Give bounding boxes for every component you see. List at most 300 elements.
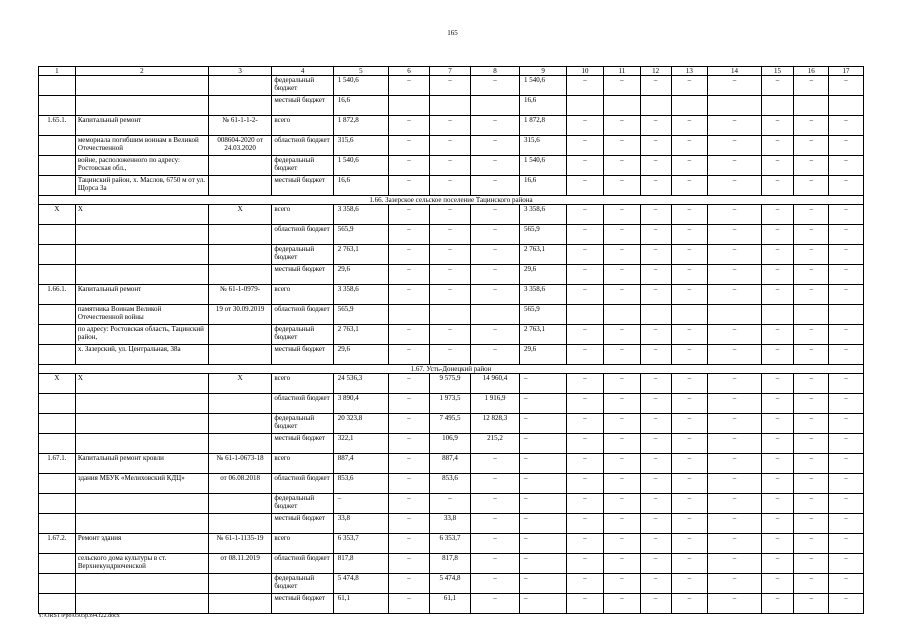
table-cell: – <box>470 514 519 534</box>
table-cell: 008604-2020 от 24.03.2020 <box>208 136 271 156</box>
table-cell <box>208 156 271 176</box>
table-row <box>39 474 864 494</box>
table-cell: – <box>708 534 761 554</box>
table-cell: всего <box>272 116 333 136</box>
table-cell: Х <box>208 205 271 225</box>
table-cell: – <box>333 494 388 514</box>
table-cell: – <box>567 534 604 554</box>
table-cell: – <box>567 374 604 394</box>
table-row <box>39 374 864 394</box>
table-cell <box>640 305 671 325</box>
table-cell: – <box>671 176 708 196</box>
table-cell: – <box>671 414 708 434</box>
table-cell: – <box>470 574 519 594</box>
table-cell: – <box>761 156 794 176</box>
table-cell: – <box>794 156 829 176</box>
table-cell: х. Зазерский, ул. Центральная, 38а <box>75 345 208 365</box>
table-cell: всего <box>272 534 333 554</box>
table-cell: – <box>640 534 671 554</box>
table-cell: – <box>671 574 708 594</box>
table-cell: – <box>389 494 430 514</box>
table-cell: Ремонт здания <box>75 534 208 554</box>
table-cell: – <box>829 265 864 285</box>
table-cell: 1 540,6 <box>520 76 567 96</box>
table-cell: местный бюджет <box>272 265 333 285</box>
table-cell: – <box>470 594 519 614</box>
table-cell <box>39 414 76 434</box>
table-cell <box>39 156 76 176</box>
table-cell: федеральный бюджет <box>272 156 333 176</box>
table-cell: 315,6 <box>520 136 567 156</box>
table-cell <box>708 305 761 325</box>
table-cell: – <box>829 574 864 594</box>
table-cell: – <box>708 394 761 414</box>
table-cell: – <box>603 176 640 196</box>
table-cell <box>39 76 76 96</box>
table-row <box>39 285 864 305</box>
table-cell: 1 872,8 <box>333 116 388 136</box>
table-cell: Х <box>75 205 208 225</box>
table-cell: – <box>389 534 430 554</box>
table-cell: 61,1 <box>429 594 470 614</box>
table-cell: – <box>761 116 794 136</box>
table-cell: 3 358,6 <box>520 205 567 225</box>
table-cell: Х <box>75 374 208 394</box>
table-cell: – <box>470 116 519 136</box>
table-cell: – <box>640 285 671 305</box>
table-cell: всего <box>272 454 333 474</box>
table-cell: 2 763,1 <box>520 245 567 265</box>
table-cell: – <box>389 574 430 594</box>
table-cell: сельского дома культуры в ст. Верхнекундрюченской <box>75 554 208 574</box>
table-cell: 3 358,6 <box>520 285 567 305</box>
table-row <box>39 136 864 156</box>
table-cell: 887,4 <box>429 454 470 474</box>
table-cell: – <box>640 225 671 245</box>
table-cell <box>39 136 76 156</box>
table-cell: – <box>389 345 430 365</box>
table-cell: 33,8 <box>429 514 470 534</box>
table-cell: – <box>708 474 761 494</box>
table-cell <box>671 96 708 116</box>
table-row <box>39 345 864 365</box>
table-cell: – <box>520 494 567 514</box>
table-cell: – <box>708 514 761 534</box>
table-cell: – <box>470 156 519 176</box>
table-cell <box>603 305 640 325</box>
table-cell: – <box>470 494 519 514</box>
table-cell: – <box>829 374 864 394</box>
table-cell: областной бюджет <box>272 305 333 325</box>
table-cell: – <box>671 454 708 474</box>
table-cell: – <box>761 494 794 514</box>
table-cell: 2 763,1 <box>333 245 388 265</box>
table-cell: федеральный бюджет <box>272 76 333 96</box>
section-heading: 1.66. Зазерское сельское поселение Тацинского района <box>39 196 864 205</box>
table-cell: – <box>829 325 864 345</box>
table-cell: – <box>520 594 567 614</box>
table-cell: 14 960,4 <box>470 374 519 394</box>
table-cell: – <box>389 76 430 96</box>
table-cell: – <box>389 374 430 394</box>
table-cell: – <box>761 514 794 534</box>
table-cell <box>829 305 864 325</box>
table-cell: – <box>389 514 430 534</box>
table-cell: 61,1 <box>333 594 388 614</box>
table-cell: – <box>389 176 430 196</box>
table-cell: – <box>794 454 829 474</box>
table-cell: – <box>829 285 864 305</box>
table-cell: 6 353,7 <box>429 534 470 554</box>
table-cell <box>567 305 604 325</box>
table-cell: областной бюджет <box>272 554 333 574</box>
table-cell: областной бюджет <box>272 394 333 414</box>
table-cell: – <box>520 394 567 414</box>
table-cell: – <box>429 176 470 196</box>
table-cell: – <box>708 574 761 594</box>
table-cell: – <box>708 156 761 176</box>
table-cell: № 61-1-1-2- <box>208 116 271 136</box>
table-cell: – <box>429 245 470 265</box>
table-cell <box>208 574 271 594</box>
table-cell: – <box>761 345 794 365</box>
table-cell <box>39 474 76 494</box>
table-cell <box>39 494 76 514</box>
table-cell: – <box>829 205 864 225</box>
column-number-cell: 2 <box>75 67 208 76</box>
table-cell <box>794 305 829 325</box>
page-number: 165 <box>447 29 458 37</box>
table-cell: – <box>567 594 604 614</box>
table-cell: 106,9 <box>429 434 470 454</box>
table-cell: – <box>829 76 864 96</box>
table-cell: – <box>567 394 604 414</box>
table-cell <box>75 225 208 245</box>
table-cell: – <box>567 494 604 514</box>
table-cell: – <box>640 594 671 614</box>
table-cell: 29,6 <box>520 345 567 365</box>
table-cell: – <box>794 225 829 245</box>
table-row <box>39 494 864 514</box>
table-cell: – <box>567 265 604 285</box>
table-cell: – <box>389 454 430 474</box>
table-cell <box>39 394 76 414</box>
table-cell: – <box>708 205 761 225</box>
table-cell: областной бюджет <box>272 136 333 156</box>
table-cell: – <box>567 454 604 474</box>
table-cell: – <box>603 345 640 365</box>
table-cell: федеральный бюджет <box>272 325 333 345</box>
table-row <box>39 76 864 96</box>
table-cell: – <box>389 116 430 136</box>
table-cell: – <box>389 434 430 454</box>
table-cell: – <box>640 374 671 394</box>
table-cell: – <box>829 225 864 245</box>
table-cell: – <box>389 394 430 414</box>
table-cell: – <box>761 136 794 156</box>
table-cell: 2 763,1 <box>333 325 388 345</box>
table-cell: – <box>470 345 519 365</box>
table-cell <box>39 434 76 454</box>
table-cell: – <box>671 76 708 96</box>
table-cell: – <box>829 116 864 136</box>
table-cell: 1 973,5 <box>429 394 470 414</box>
section-heading-row <box>39 196 864 205</box>
table-cell: федеральный бюджет <box>272 494 333 514</box>
table-cell: – <box>470 454 519 474</box>
table-cell: – <box>829 474 864 494</box>
table-cell: – <box>470 534 519 554</box>
table-cell: 565,9 <box>520 225 567 245</box>
section-heading-row <box>39 365 864 374</box>
table-cell <box>640 96 671 116</box>
table-cell: Х <box>39 205 76 225</box>
table-cell <box>708 96 761 116</box>
table-cell: – <box>761 374 794 394</box>
table-cell: 1 916,9 <box>470 394 519 414</box>
table-cell: – <box>429 325 470 345</box>
table-cell: – <box>761 454 794 474</box>
table-cell: – <box>520 374 567 394</box>
table-cell: 1.66.1. <box>39 285 76 305</box>
table-cell: мемориала погибшим воинам в Великой Отечественной <box>75 136 208 156</box>
table-cell: – <box>567 156 604 176</box>
table-cell: – <box>520 414 567 434</box>
table-cell: Х <box>208 374 271 394</box>
table-cell: – <box>603 434 640 454</box>
table-cell <box>39 574 76 594</box>
table-cell: областной бюджет <box>272 474 333 494</box>
table-cell: – <box>389 325 430 345</box>
table-cell: 29,6 <box>520 265 567 285</box>
table-cell: – <box>708 245 761 265</box>
table-cell: Капитальный ремонт <box>75 285 208 305</box>
table-cell: – <box>567 414 604 434</box>
table-cell: – <box>708 325 761 345</box>
table-cell <box>761 305 794 325</box>
table-cell: – <box>761 205 794 225</box>
table-cell: 1.67.1. <box>39 454 76 474</box>
column-number-cell: 8 <box>470 67 519 76</box>
table-cell <box>75 76 208 96</box>
table-cell: 3 358,6 <box>333 285 388 305</box>
table-cell: – <box>829 534 864 554</box>
table-cell: – <box>829 136 864 156</box>
table-cell <box>39 325 76 345</box>
table-cell: – <box>567 325 604 345</box>
table-cell: – <box>603 514 640 534</box>
table-cell: 3 358,6 <box>333 205 388 225</box>
table-cell: – <box>520 534 567 554</box>
table-cell: – <box>603 474 640 494</box>
table-row <box>39 205 864 225</box>
table-cell: – <box>761 225 794 245</box>
table-cell: – <box>829 156 864 176</box>
table-cell: 20 323,8 <box>333 414 388 434</box>
table-cell: по адресу: Ростовская область, Тацинский район, <box>75 325 208 345</box>
table-cell: – <box>389 265 430 285</box>
column-number-cell: 10 <box>567 67 604 76</box>
table-cell: – <box>829 394 864 414</box>
table-cell: – <box>567 116 604 136</box>
table-cell: – <box>603 76 640 96</box>
table-cell: от 06.08.2018 <box>208 474 271 494</box>
table-cell: – <box>567 225 604 245</box>
table-cell: – <box>429 494 470 514</box>
table-cell: – <box>640 265 671 285</box>
table-cell <box>671 305 708 325</box>
table-cell: здания МБУК «Мелиховский КДЦ» <box>75 474 208 494</box>
table-cell: – <box>761 245 794 265</box>
table-cell: – <box>829 414 864 434</box>
table-cell: – <box>470 554 519 574</box>
table-cell: – <box>567 554 604 574</box>
table-cell <box>75 514 208 534</box>
table-cell: – <box>708 225 761 245</box>
table-cell <box>39 96 76 116</box>
table-cell: 7 495,5 <box>429 414 470 434</box>
table-cell: – <box>761 76 794 96</box>
table-cell: – <box>708 345 761 365</box>
table-cell: 565,9 <box>520 305 567 325</box>
table-row <box>39 514 864 534</box>
table-cell: № 61-1-1135-19 <box>208 534 271 554</box>
table-cell <box>208 514 271 534</box>
table-cell: – <box>640 454 671 474</box>
table-cell: всего <box>272 374 333 394</box>
column-number-cell: 14 <box>708 67 761 76</box>
table-cell <box>39 305 76 325</box>
table-row <box>39 116 864 136</box>
table-cell <box>829 96 864 116</box>
table-cell: – <box>640 394 671 414</box>
section-heading: 1.67. Усть-Донецкий район <box>39 365 864 374</box>
table-cell <box>39 554 76 574</box>
table-cell <box>470 96 519 116</box>
table-cell <box>208 76 271 96</box>
table-cell: – <box>761 474 794 494</box>
table-cell: – <box>640 176 671 196</box>
table-cell: – <box>389 554 430 574</box>
table-cell: – <box>429 156 470 176</box>
table-cell: – <box>671 474 708 494</box>
table-cell: – <box>429 205 470 225</box>
table-cell: – <box>708 494 761 514</box>
table-cell: – <box>640 414 671 434</box>
table-cell: Капитальный ремонт кровли <box>75 454 208 474</box>
table-cell: – <box>671 245 708 265</box>
table-cell: – <box>671 265 708 285</box>
table-cell: – <box>389 156 430 176</box>
table-cell: – <box>429 345 470 365</box>
table-cell <box>794 96 829 116</box>
table-cell: – <box>567 176 604 196</box>
table-cell: – <box>470 285 519 305</box>
table-cell: – <box>671 514 708 534</box>
table-cell: Капитальный ремонт <box>75 116 208 136</box>
table-cell <box>208 176 271 196</box>
table-cell: – <box>603 494 640 514</box>
table-cell: 5 474,8 <box>333 574 388 594</box>
table-cell <box>75 594 208 614</box>
table-cell: 16,6 <box>520 96 567 116</box>
table-cell: – <box>520 574 567 594</box>
table-cell: областной бюджет <box>272 225 333 245</box>
table-cell: 5 474,8 <box>429 574 470 594</box>
table-cell: – <box>671 394 708 414</box>
table-cell: – <box>708 265 761 285</box>
file-path-footer: Y:\ORST\Ppo\0505p394.f22.docx <box>38 613 120 619</box>
table-cell: местный бюджет <box>272 176 333 196</box>
table-cell: – <box>671 156 708 176</box>
table-cell: – <box>429 285 470 305</box>
table-cell: – <box>520 454 567 474</box>
table-row <box>39 265 864 285</box>
table-cell: – <box>708 116 761 136</box>
table-cell: – <box>389 594 430 614</box>
table-cell <box>75 494 208 514</box>
table-cell: – <box>829 176 864 196</box>
table-cell <box>39 345 76 365</box>
table-cell: – <box>640 494 671 514</box>
column-number-cell: 11 <box>603 67 640 76</box>
table-cell: – <box>603 454 640 474</box>
table-cell: – <box>470 225 519 245</box>
column-number-cell: 15 <box>761 67 794 76</box>
table-row <box>39 394 864 414</box>
table-cell: – <box>389 225 430 245</box>
table-cell <box>389 305 430 325</box>
table-cell: 19 от 30.09.2019 <box>208 305 271 325</box>
table-row <box>39 554 864 574</box>
table-cell <box>208 325 271 345</box>
table-cell: – <box>829 594 864 614</box>
table-cell <box>389 96 430 116</box>
table-cell <box>75 414 208 434</box>
table-cell: – <box>640 205 671 225</box>
table-cell: 322,1 <box>333 434 388 454</box>
table-cell <box>208 345 271 365</box>
table-cell: – <box>389 245 430 265</box>
table-cell <box>603 96 640 116</box>
table-cell: местный бюджет <box>272 514 333 534</box>
table-row <box>39 96 864 116</box>
table-cell: – <box>603 265 640 285</box>
table-cell: – <box>794 374 829 394</box>
table-cell: 9 575,9 <box>429 374 470 394</box>
table-cell: – <box>794 345 829 365</box>
table-cell: – <box>567 474 604 494</box>
table-cell: – <box>829 494 864 514</box>
table-cell: – <box>520 554 567 574</box>
table-cell: – <box>470 136 519 156</box>
table-cell: войне, расположенного по адресу: Ростовская обл., <box>75 156 208 176</box>
table-cell: – <box>708 136 761 156</box>
table-cell: 817,8 <box>333 554 388 574</box>
table-cell: 887,4 <box>333 454 388 474</box>
table-cell: федеральный бюджет <box>272 574 333 594</box>
table-cell: – <box>761 394 794 414</box>
table-row <box>39 594 864 614</box>
table-cell: 1 540,6 <box>520 156 567 176</box>
table-cell: – <box>470 245 519 265</box>
column-number-cell: 7 <box>429 67 470 76</box>
table-cell: местный бюджет <box>272 434 333 454</box>
table-cell: 1 540,6 <box>333 76 388 96</box>
table-cell: – <box>794 394 829 414</box>
table-cell: – <box>640 474 671 494</box>
table-cell: – <box>761 325 794 345</box>
